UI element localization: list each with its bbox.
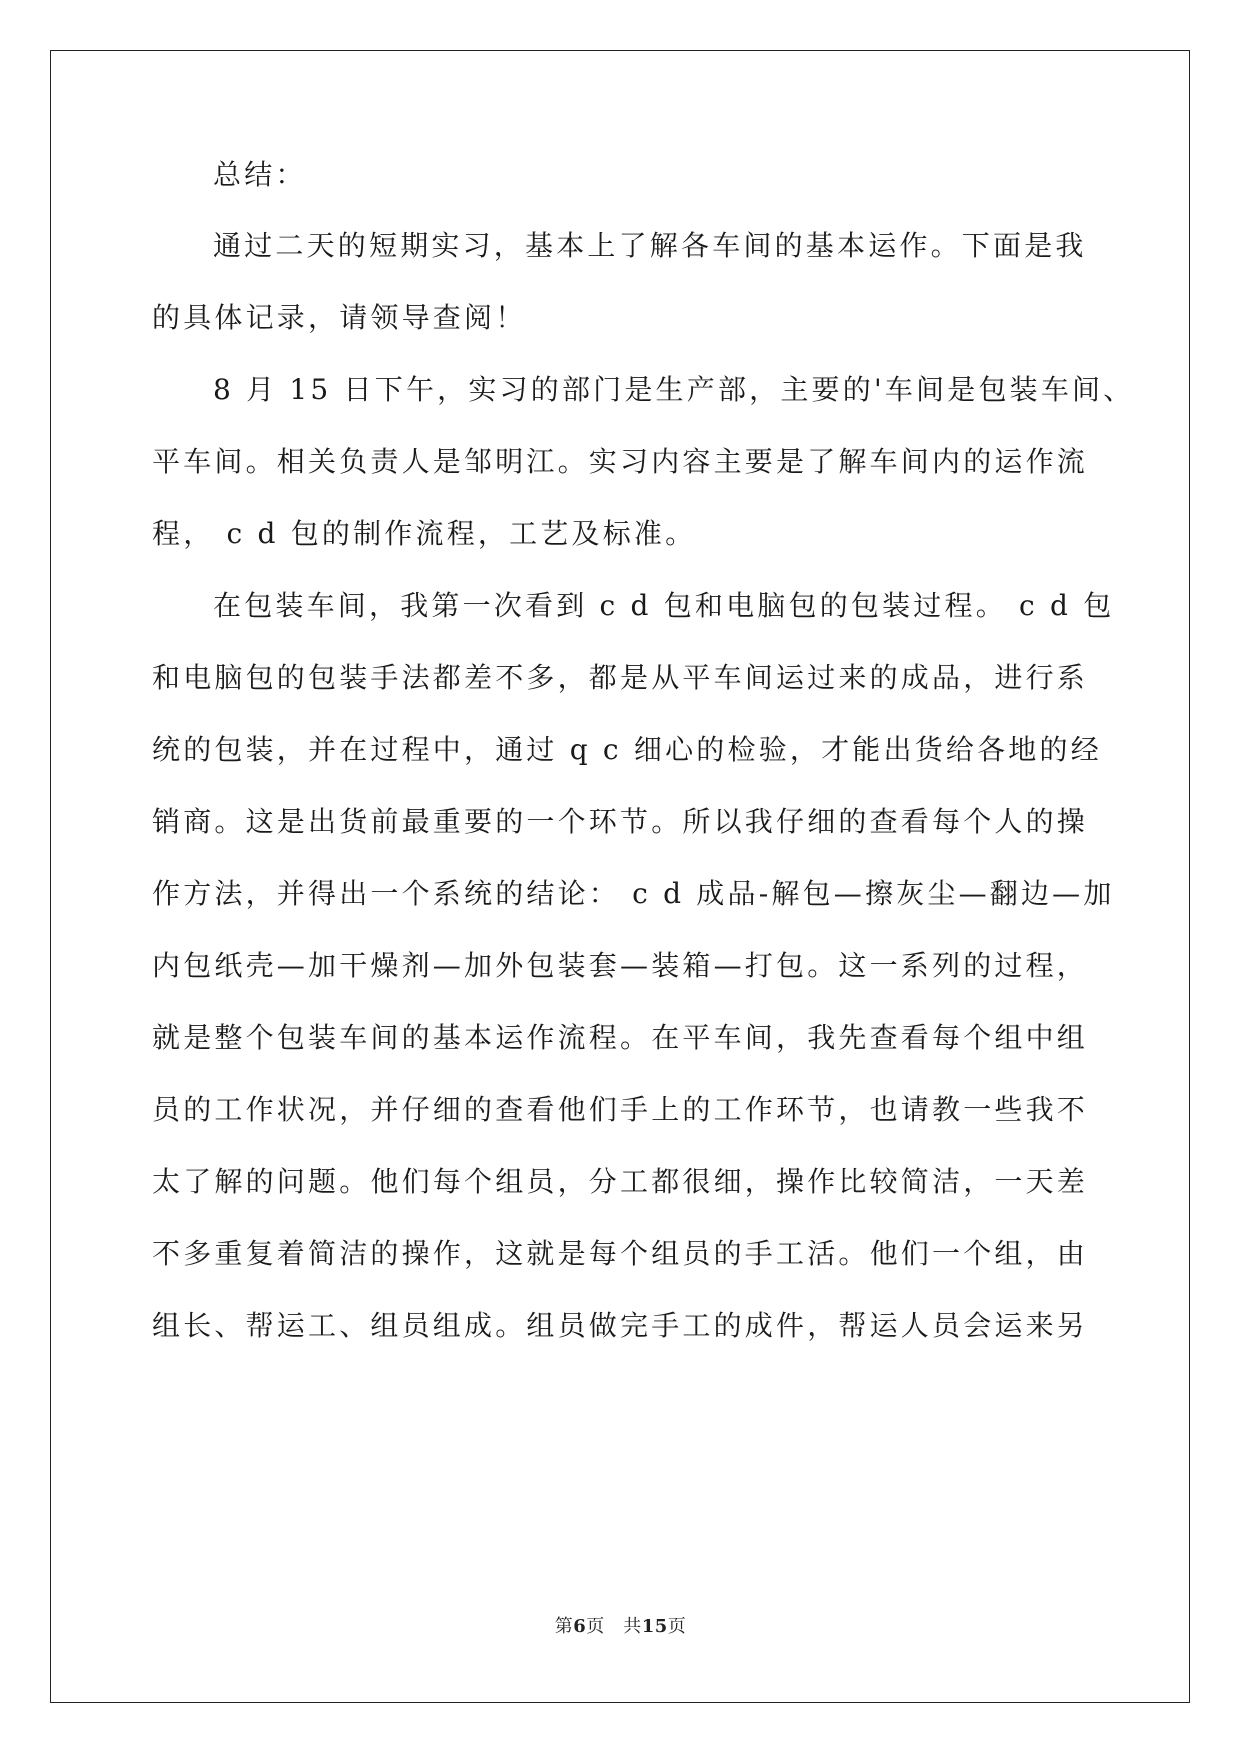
footer-prefix: 第 [554,1616,574,1637]
text-line: 统的包装，并在过程中，通过 q c 细心的检验，才能出货给各地的经 [152,733,1102,766]
text-line: 在包装车间，我第一次看到 c d 包和电脑包的包装过程。 c d 包 [213,589,1115,622]
footer-mid: 页 共 [586,1616,642,1637]
text-line: 通过二天的短期实习，基本上了解各车间的基本运作。下面是我 [213,229,1087,262]
text-line: 就是整个包装车间的基本运作流程。在平车间，我先查看每个组中组 [152,1021,1089,1054]
text-line: 平车间。相关负责人是邹明江。实习内容主要是了解车间内的运作流 [152,445,1089,478]
text-line: 8 月 15 日下午，实习的部门是生产部，主要的'车间是包装车间、 [213,373,1135,406]
text-line: 和电脑包的包装手法都差不多，都是从平车间运过来的成品，进行系 [152,661,1089,694]
current-page-number: 6 [573,1616,587,1637]
text-line: 程， c d 包的制作流程，工艺及标准。 [152,517,697,550]
text-line: 不多重复着简洁的操作，这就是每个组员的手工活。他们一个组，由 [152,1237,1089,1270]
text-line: 销商。这是出货前最重要的一个环节。所以我仔细的查看每个人的操 [152,805,1089,838]
text-line: 太了解的问题。他们每个组员，分工都很细，操作比较简洁，一天差 [152,1165,1089,1198]
text-line: 组长、帮运工、组员组成。组员做完手工的成件，帮运人员会运来另 [152,1309,1089,1342]
text-line: 员的工作状况，并仔细的查看他们手上的工作环节，也请教一些我不 [152,1093,1089,1126]
text-line: 的具体记录，请领导查阅！ [152,301,527,334]
heading-summary: 总结： [213,158,307,191]
footer-suffix: 页 [667,1616,687,1637]
total-pages-number: 15 [641,1616,668,1637]
text-line: 作方法，并得出一个系统的结论： c d 成品-解包—擦灰尘—翻边—加 [152,877,1115,910]
text-line: 内包纸壳—加干燥剂—加外包装套—装箱—打包。这一系列的过程， [152,949,1089,982]
page-number-footer [0,1612,1241,1638]
